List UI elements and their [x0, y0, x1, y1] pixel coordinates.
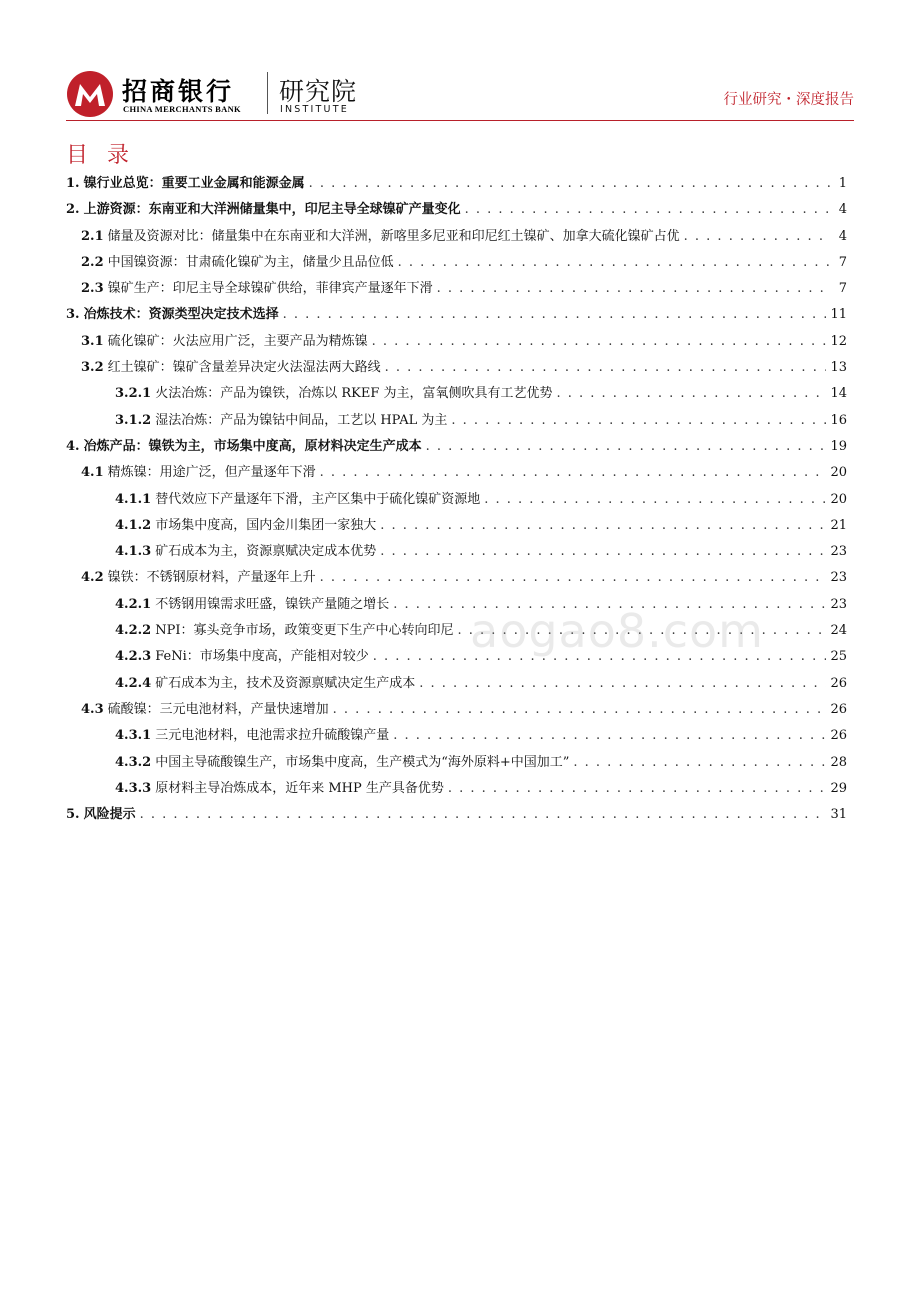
toc-entry-page: 26: [830, 675, 847, 691]
watermark: aogao8.com: [470, 604, 764, 658]
toc-entry-page: 4: [838, 202, 847, 218]
toc-leader-dots: [320, 465, 827, 480]
toc-entry-page: 7: [838, 281, 847, 297]
toc-entry[interactable]: [66, 461, 847, 487]
toc-leader-dots: [437, 281, 831, 296]
toc-entry-number: 4.2.1: [115, 596, 152, 612]
toc-entry[interactable]: [66, 777, 847, 803]
toc-leader-dots: [448, 781, 827, 796]
toc-entry[interactable]: [66, 382, 847, 408]
toc-entry-page: 29: [830, 780, 847, 796]
toc-entry-page: 20: [830, 465, 847, 481]
toc-entry-number: 4.: [66, 438, 80, 454]
toc-entry-page: 16: [830, 412, 847, 428]
toc-entry-title: 不锈钢用镍需求旺盛，镍铁产量随之增长: [155, 596, 390, 612]
toc-entry-page: 23: [830, 596, 847, 612]
toc-leader-dots: [556, 386, 826, 401]
toc-entry-title: 风险提示: [83, 807, 136, 823]
toc-entry-page: 7: [838, 254, 847, 270]
brand-name-en: CHINA MERCHANTS BANK: [123, 104, 241, 114]
toc-entry-title: 镍行业总览：重要工业金属和能源金属: [83, 176, 305, 191]
toc-leader-dots: [372, 334, 827, 349]
toc-entry-page: 4: [838, 228, 847, 244]
toc-entry-number: 3.1.2: [115, 412, 152, 428]
toc-entry-title: 冶炼产品：镍铁为主，市场集中度高，原材料决定生产成本: [83, 438, 422, 454]
toc-entry[interactable]: [66, 409, 847, 435]
toc-entry-title: 原材料主导冶炼成本，近年来 MHP 生产具备优势: [155, 780, 444, 796]
toc-entry-page: 28: [830, 754, 847, 770]
toc-leader-dots: [380, 518, 826, 533]
toc-entry-number: 3.2.1: [115, 386, 152, 402]
toc-leader-dots: [380, 544, 826, 559]
toc-entry-number: 4.1.2: [115, 517, 152, 533]
toc-entry[interactable]: [66, 303, 847, 329]
toc-entry-page: 19: [830, 438, 847, 454]
table-of-contents: [66, 172, 847, 829]
toc-entry[interactable]: [66, 356, 847, 382]
toc-leader-dots: [398, 255, 831, 270]
toc-entry-number: 1.: [66, 176, 80, 191]
toc-entry-title: 市场集中度高，国内金川集团一家独大: [155, 517, 377, 533]
toc-entry-page: 12: [830, 333, 847, 349]
report-type-label: 行业研究・深度报告: [723, 92, 854, 108]
toc-entry-title: 红土镍矿：镍矿含量差异决定火法湿法两大路线: [107, 360, 381, 376]
toc-entry[interactable]: [66, 672, 847, 698]
toc-entry-number: 2.2: [81, 254, 104, 270]
toc-entry-title: 上游资源：东南亚和大洋洲储量集中，印尼主导全球镍矿产量变化: [83, 202, 461, 218]
toc-entry-title: 三元电池材料，电池需求拉升硫酸镍产量: [155, 728, 390, 744]
toc-leader-dots: [309, 176, 831, 191]
toc-entry[interactable]: [66, 803, 847, 829]
toc-entry-title: 矿石成本为主，资源禀赋决定成本优势: [155, 544, 377, 560]
toc-entry[interactable]: [66, 540, 847, 566]
toc-entry-page: 20: [830, 491, 847, 507]
toc-entry-number: 2.3: [81, 281, 104, 297]
toc-entry-page: 21: [830, 517, 847, 533]
toc-leader-dots: [333, 702, 827, 717]
toc-entry-page: 13: [830, 360, 847, 376]
toc-entry-title: 中国镍资源：甘肃硫化镍矿为主，储量少且品位低: [107, 254, 394, 270]
toc-entry[interactable]: [66, 225, 847, 251]
toc-leader-dots: [484, 492, 826, 507]
toc-leader-dots: [465, 202, 831, 217]
brand-name-cn: 招商银行: [122, 77, 235, 106]
toc-entry[interactable]: [66, 330, 847, 356]
toc-entry-number: 4.2.2: [115, 623, 152, 639]
toc-entry-number: 3.: [66, 307, 80, 323]
toc-entry[interactable]: [66, 277, 847, 303]
toc-entry-number: 4.2.3: [115, 649, 152, 665]
toc-entry[interactable]: [66, 566, 847, 592]
page-header: [66, 66, 854, 121]
institute-name-en: INSTITUTE: [280, 104, 349, 115]
toc-leader-dots: [451, 413, 826, 428]
toc-entry-number: 4.3: [81, 701, 104, 717]
toc-entry[interactable]: [66, 198, 847, 224]
toc-leader-dots: [426, 439, 827, 454]
toc-entry-page: 11: [830, 307, 847, 323]
toc-entry[interactable]: [66, 698, 847, 724]
toc-entry-number: 3.2: [81, 360, 104, 376]
toc-entry-page: 23: [830, 544, 847, 560]
toc-leader-dots: [419, 676, 826, 691]
toc-title: 目 录: [66, 143, 135, 168]
toc-leader-dots: [385, 360, 827, 375]
toc-entry-page: 31: [830, 807, 847, 823]
toc-entry-title: 替代效应下产量逐年下滑，主产区集中于硫化镍矿资源地: [155, 491, 481, 507]
toc-entry[interactable]: [66, 514, 847, 540]
toc-entry-page: 25: [830, 649, 847, 665]
toc-entry-title: 湿法冶炼：产品为镍钴中间品，工艺以 HPAL 为主: [155, 412, 448, 428]
toc-entry-title: 硫化镍矿：火法应用广泛，主要产品为精炼镍: [107, 333, 368, 349]
toc-leader-dots: [684, 229, 831, 244]
toc-entry-number: 4.2: [81, 570, 104, 586]
toc-entry-title: 硫酸镍：三元电池材料，产量快速增加: [107, 701, 329, 717]
toc-entry-title: 精炼镍：用途广泛，但产量逐年下滑: [107, 465, 316, 481]
header-divider: [267, 72, 268, 114]
toc-entry[interactable]: [66, 751, 847, 777]
toc-entry-number: 4.1.3: [115, 544, 152, 560]
toc-entry-number: 2.1: [81, 228, 104, 244]
toc-entry-number: 2.: [66, 202, 80, 218]
cmb-logo-icon: [66, 70, 114, 118]
toc-leader-dots: [140, 807, 827, 822]
toc-leader-dots: [573, 755, 826, 770]
toc-entry-number: 4.3.1: [115, 728, 152, 744]
toc-entry-title: 储量及资源对比：储量集中在东南亚和大洋洲，新喀里多尼亚和印尼红土镍矿、加拿大硫化镍矿占优: [107, 228, 680, 244]
toc-entry-title: 中国主导硫酸镍生产，市场集中度高，生产模式为“海外原料+中国加工”: [155, 754, 570, 770]
toc-entry-page: 1: [838, 176, 847, 191]
toc-entry[interactable]: [66, 724, 847, 750]
toc-entry[interactable]: [66, 172, 847, 198]
toc-entry-title: FeNi：市场集中度高，产能相对较少: [155, 649, 369, 665]
toc-entry-title: 矿石成本为主，技术及资源禀赋决定生产成本: [155, 675, 416, 691]
toc-leader-dots: [393, 728, 826, 743]
toc-entry-number: 4.1: [81, 465, 104, 481]
toc-entry-title: NPI：寡头竞争市场，政策变更下生产中心转向印尼: [155, 623, 454, 639]
toc-entry-number: 4.1.1: [115, 491, 152, 507]
toc-entry-number: 4.2.4: [115, 675, 152, 691]
toc-entry[interactable]: [66, 435, 847, 461]
toc-entry-page: 26: [830, 728, 847, 744]
toc-entry-page: 23: [830, 570, 847, 586]
toc-entry-number: 4.3.3: [115, 780, 152, 796]
toc-entry-title: 镍矿生产：印尼主导全球镍矿供给，菲律宾产量逐年下滑: [107, 281, 433, 297]
toc-entry-title: 冶炼技术：资源类型决定技术选择: [83, 307, 279, 323]
institute-name-cn: 研究院: [279, 77, 358, 106]
toc-leader-dots: [320, 570, 827, 585]
toc-entry-number: 4.3.2: [115, 754, 152, 770]
toc-entry-number: 3.1: [81, 333, 104, 349]
toc-entry-page: 24: [830, 623, 847, 639]
toc-entry-page: 26: [830, 701, 847, 717]
toc-leader-dots: [283, 307, 827, 322]
toc-entry[interactable]: [66, 251, 847, 277]
toc-entry-title: 镍铁：不锈钢原材料，产量逐年上升: [107, 570, 316, 586]
toc-entry-page: 14: [830, 386, 847, 402]
toc-entry-title: 火法冶炼：产品为镍铁，冶炼以 RKEF 为主，富氧侧吹具有工艺优势: [155, 386, 553, 402]
toc-entry-number: 5.: [66, 807, 80, 823]
toc-entry[interactable]: [66, 488, 847, 514]
